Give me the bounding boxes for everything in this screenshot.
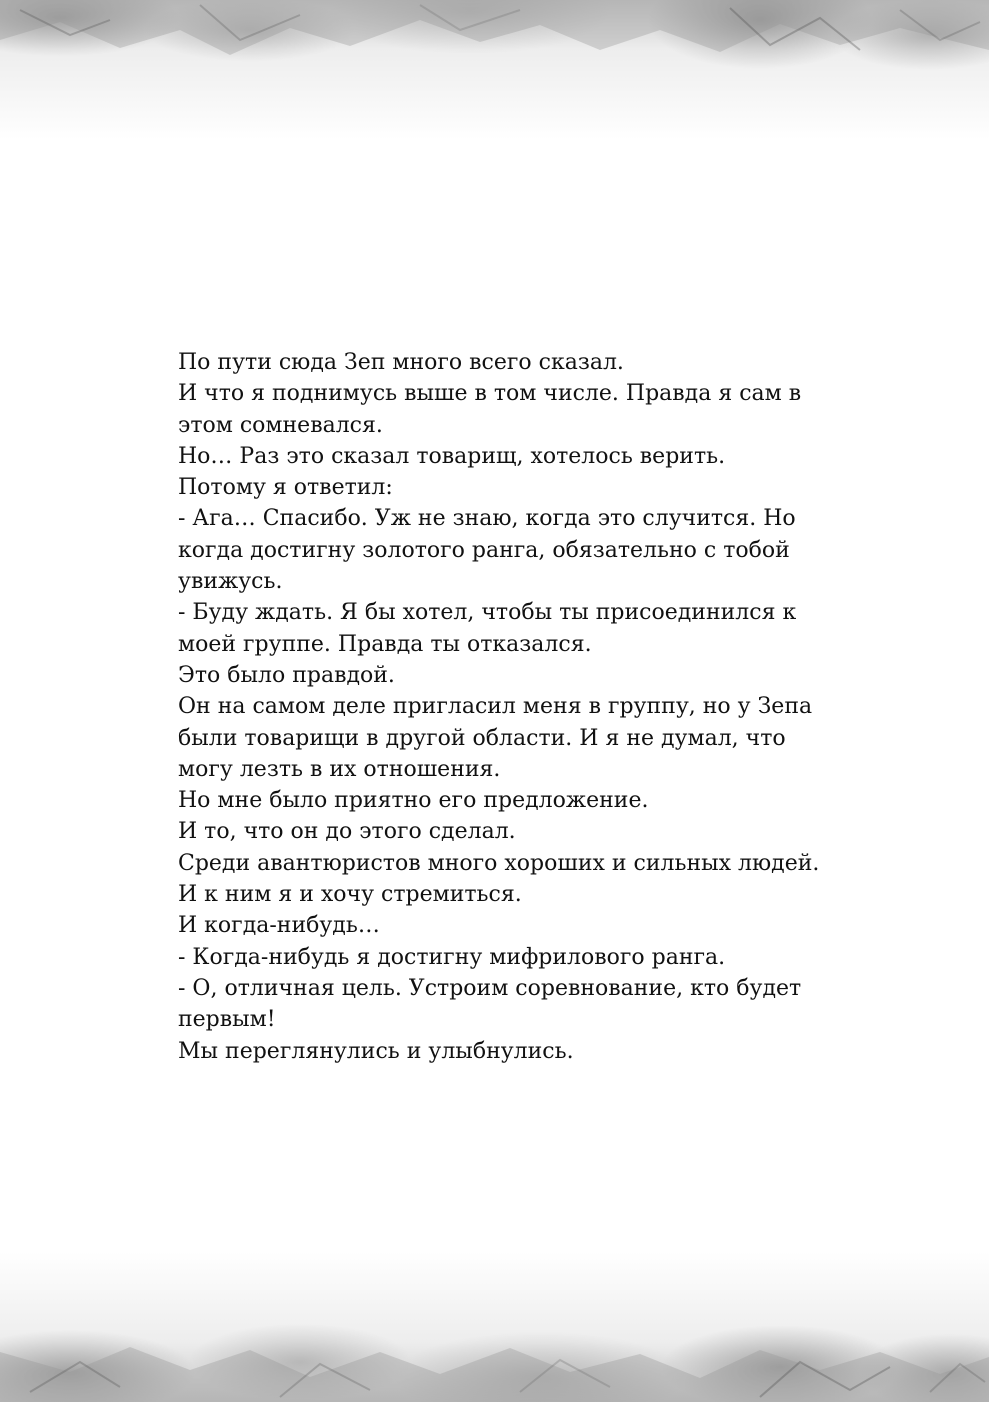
paragraph-4: Потому я ответил: bbox=[178, 475, 393, 501]
top-stone-texture bbox=[0, 0, 989, 140]
paragraph-9: Но мне было приятно его предложение. bbox=[178, 788, 649, 814]
top-texture-cracks bbox=[0, 0, 989, 140]
paragraph-12: И к ним я и хочу стремиться. bbox=[178, 882, 522, 908]
paragraph-13: И когда-нибудь… bbox=[178, 913, 380, 939]
paragraph-10: И то, что он до этого сделал. bbox=[178, 819, 516, 845]
paragraph-14: - Когда-нибудь я достигну мифрилового ранга. bbox=[178, 944, 726, 970]
paragraph-7: Это было правдой. bbox=[178, 662, 395, 688]
paragraph-5: - Ага… Спасибо. Уж не знаю, когда это случится. Но когда достигну золотого ранга, обязательно с тобой увижусь. bbox=[178, 506, 796, 595]
paragraph-8: Он на самом деле пригласил меня в группу, но у Зепа были товарищи в другой области. И я не думал, что могу лезть в их отношения. bbox=[178, 694, 813, 782]
story-text bbox=[178, 347, 838, 1067]
paragraph-1: По пути сюда Зеп много всего сказал. bbox=[178, 350, 624, 375]
paragraph-6: - Буду ждать. Я бы хотел, чтобы ты присоединился к моей группе. Правда ты отказался. bbox=[178, 600, 797, 657]
paragraph-16: Мы переглянулись и улыбнулись. bbox=[178, 1038, 574, 1064]
paragraph-15: - О, отличная цель. Устроим соревнование, кто будет первым! bbox=[178, 975, 802, 1033]
paragraph-11: Среди авантюристов много хороших и сильных людей. bbox=[178, 850, 820, 876]
bottom-stone-texture bbox=[0, 1252, 989, 1402]
paragraph-2: И что я поднимусь выше в том числе. Правда я сам в этом сомневался. bbox=[178, 381, 802, 438]
paragraph-3: Но… Раз это сказал товарищ, хотелось верить. bbox=[178, 443, 726, 469]
bottom-texture-cracks bbox=[0, 1252, 989, 1402]
